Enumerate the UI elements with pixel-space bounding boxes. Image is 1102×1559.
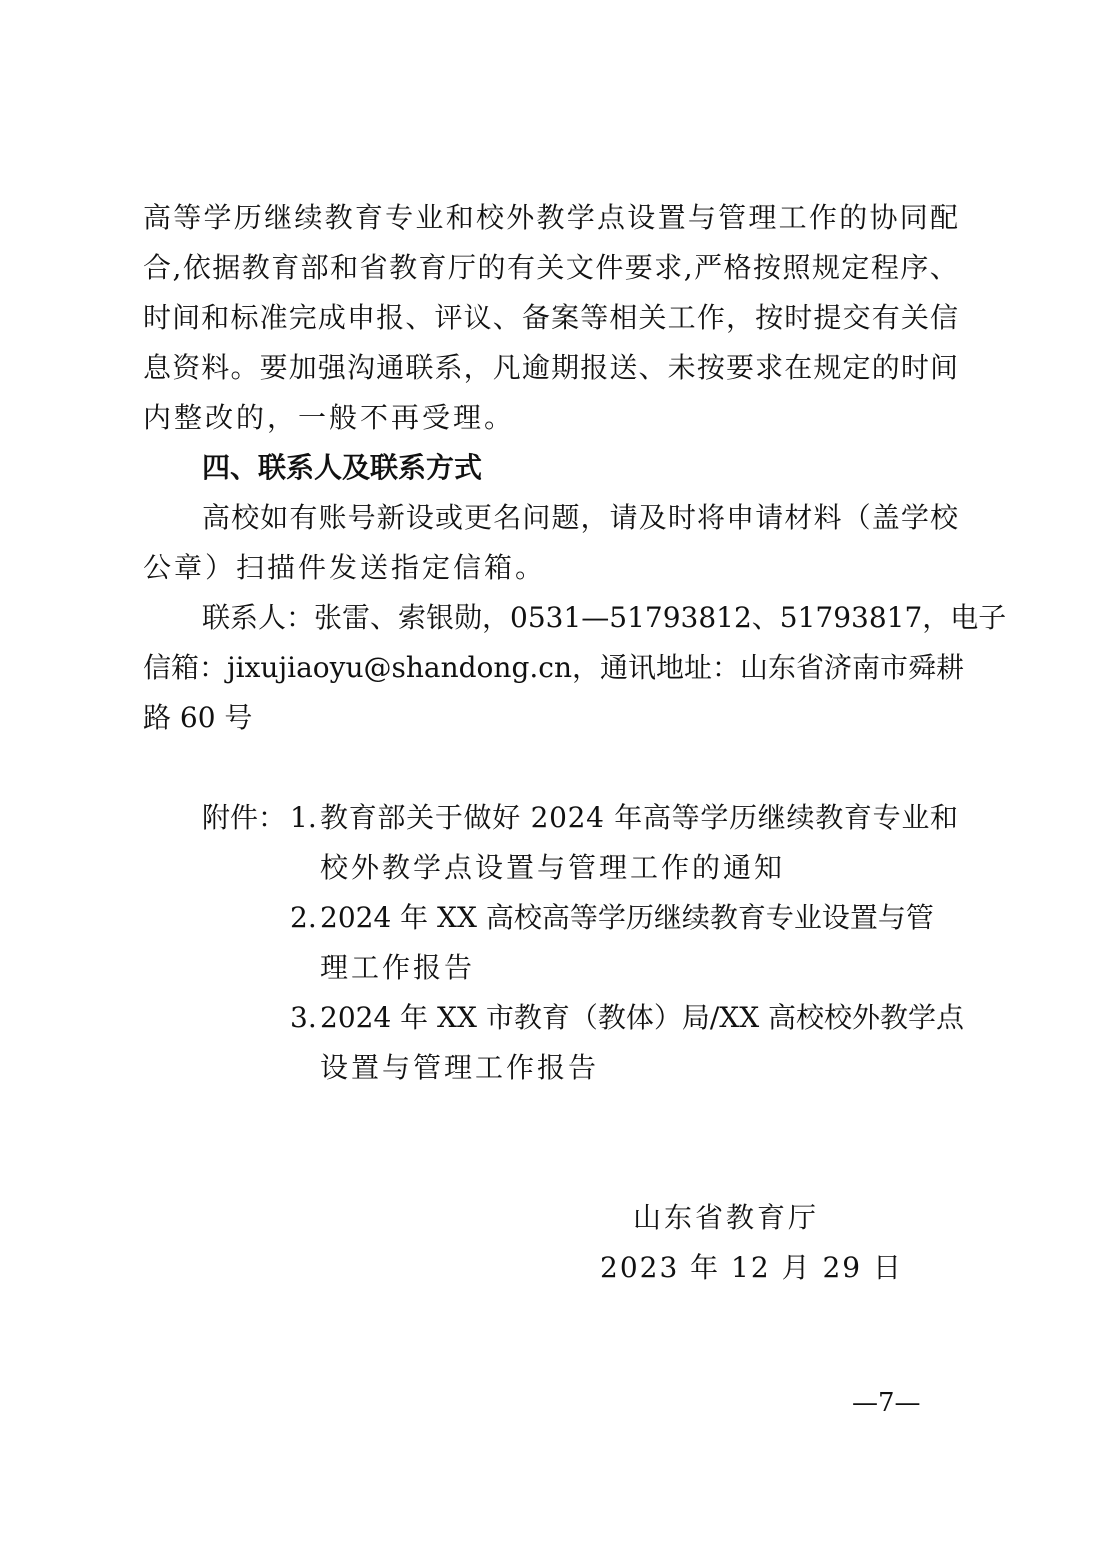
attachment-number: 1. (290, 801, 317, 834)
attachment-line: 教育部关于做好 2024 年高等学历继续教育专业和 (320, 801, 959, 834)
attachment-number: 2. (290, 901, 317, 934)
body-line: 内整改的，一般不再受理。 (143, 401, 516, 434)
contact-line: 路 60 号 (143, 701, 253, 734)
attachment-line: 2024 年 XX 高校高等学历继续教育专业设置与管 (320, 901, 934, 934)
body-line: 息资料。要加强沟通联系，凡逾期报送、未按要求在规定的时间 (143, 351, 960, 384)
issue-date: 2023 年 12 月 29 日 (600, 1251, 904, 1284)
attachment-number: 3. (290, 1001, 317, 1034)
page-number: —7— (852, 1388, 921, 1418)
attachment-line: 理工作报告 (320, 951, 476, 984)
body-line: 合,依据教育部和省教育厅的有关文件要求,严格按照规定程序、 (143, 251, 960, 284)
attachment-line: 设置与管理工作报告 (320, 1051, 600, 1084)
contact-line: 联系人：张雷、索银勋，0531—51793812、51793817，电子 (202, 601, 1007, 634)
issuer-name: 山东省教育厅 (633, 1201, 820, 1234)
attachments-label: 附件： (202, 801, 287, 834)
body-line: 高等学历继续教育专业和校外教学点设置与管理工作的协同配 (143, 201, 961, 234)
attachment-line: 校外教学点设置与管理工作的通知 (320, 851, 786, 884)
account-paragraph-line: 高校如有账号新设或更名问题，请及时将申请材料（盖学校 (202, 501, 960, 534)
body-line: 时间和标准完成申报、评议、备案等相关工作，按时提交有关信 (143, 301, 960, 334)
contact-line: 信箱：jixujiaoyu@shandong.cn，通讯地址：山东省济南市舜耕 (143, 651, 964, 684)
account-paragraph-line: 公章）扫描件发送指定信箱。 (143, 551, 547, 584)
attachment-line: 2024 年 XX 市教育（教体）局/XX 高校校外教学点 (320, 1001, 965, 1034)
section-heading: 四、联系人及联系方式 (202, 451, 483, 484)
